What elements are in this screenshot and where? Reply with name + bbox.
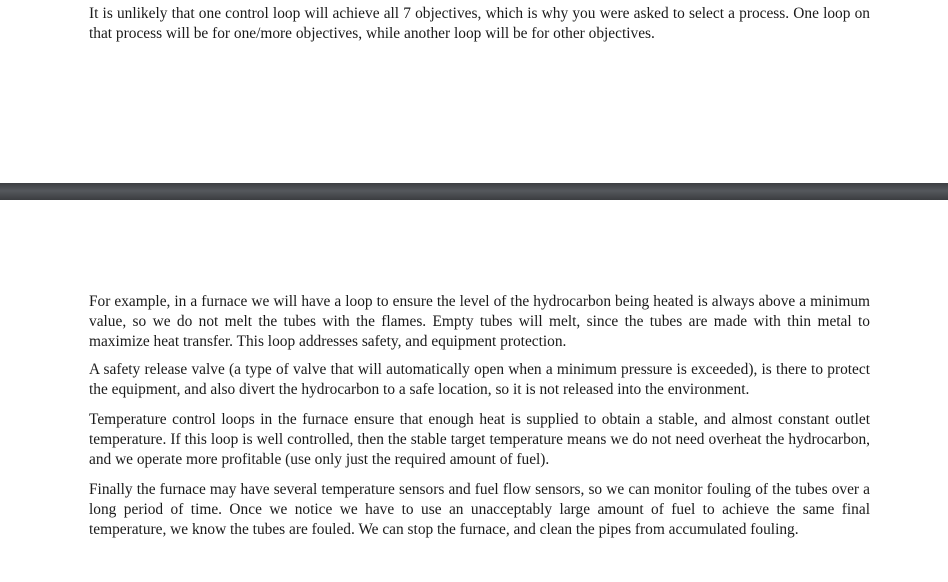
paragraph-control-loop-objectives: It is unlikely that one control loop will achieve all 7 objectives, which is why you were asked to select a process. One loop on that process will be for one/more objectives, while another loop will be for other objectives.	[89, 5, 870, 42]
document-page-top	[0, 0, 948, 183]
paragraph-fouling-monitoring: Finally the furnace may have several temperature sensors and fuel flow sensors, so we can monitor fouling of the tubes over a long period of time. Once we notice we have to use an unacceptably large amount of fuel to achieve the same final temperature, we know the tubes are fouled. We can stop the furnace, and clean the pipes from accumulated fouling.	[89, 481, 870, 538]
document-page-bottom	[0, 200, 948, 582]
page-divider	[0, 183, 948, 200]
paragraph-furnace-level-loop: For example, in a furnace we will have a loop to ensure the level of the hydrocarbon being heated is always above a minimum value, so we do not melt the tubes with the flames. Empty tubes will melt, since the tubes are made with thin metal to maximize heat transfer. This loop addresses safety, and equipment protection.	[89, 293, 870, 350]
paragraph-safety-release-valve: A safety release valve (a type of valve that will automatically open when a minimum pressure is exceeded), is there to protect the equipment, and also divert the hydrocarbon to a safe location, so it is not released into the environment.	[89, 361, 870, 398]
paragraph-temperature-control: Temperature control loops in the furnace ensure that enough heat is supplied to obtain a stable, and almost constant outlet temperature. If this loop is well controlled, then the stable target temperature means we do not need overheat the hydrocarbon, and we operate more profitable (use only just the required amount of fuel).	[89, 411, 870, 468]
